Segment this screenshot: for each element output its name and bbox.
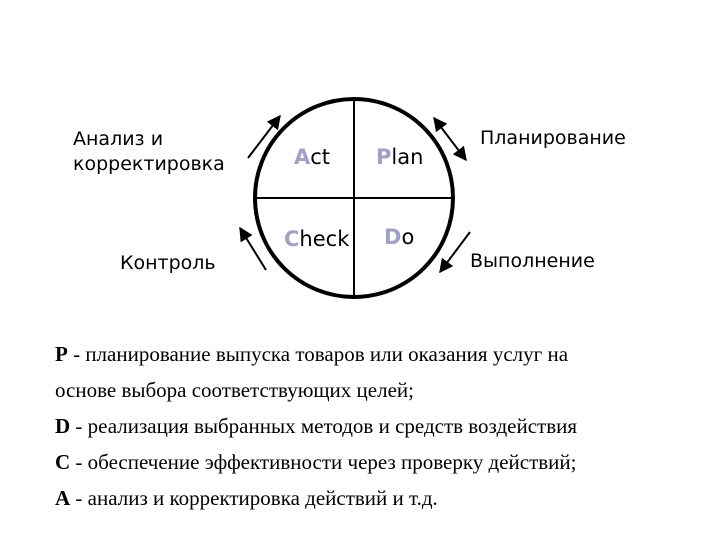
label-planning: Планирование — [480, 127, 626, 149]
legend-line — [55, 336, 577, 372]
quadrant-act — [294, 145, 330, 169]
legend-text: - реализация выбранных методов и средств воздействия — [70, 414, 578, 438]
quadrant-do — [384, 225, 414, 249]
quadrant-plan-letter: P — [376, 145, 392, 169]
label-analysis-line1: Анализ и — [73, 128, 164, 150]
quadrant-check-letter: C — [284, 227, 300, 251]
legend — [55, 336, 577, 516]
legend-text: - планирование выпуска товаров или оказания услуг на — [67, 342, 569, 366]
label-analysis — [73, 127, 225, 177]
quadrant-plan-rest: lan — [391, 145, 424, 169]
legend-text: - обеспечение эффективности через проверку действий; — [70, 450, 577, 474]
quadrant-act-letter: A — [294, 145, 311, 169]
quadrant-do-letter: D — [384, 225, 402, 249]
arrow-planning — [434, 118, 466, 160]
quadrant-check — [284, 227, 349, 251]
legend-text: - анализ и корректировка действий и т.д. — [70, 486, 438, 510]
legend-letter: A — [55, 486, 71, 510]
label-control: Контроль — [120, 252, 216, 274]
legend-line — [55, 408, 577, 444]
quadrant-plan — [376, 145, 423, 169]
legend-line — [55, 480, 577, 516]
legend-letter: D — [55, 414, 71, 438]
label-execution: Выполнение — [470, 250, 595, 272]
legend-line — [55, 372, 577, 408]
label-analysis-line2: корректировка — [73, 153, 225, 175]
legend-letter: C — [55, 450, 71, 474]
quadrant-act-rest: ct — [310, 145, 331, 169]
quadrant-do-rest: o — [401, 225, 415, 249]
legend-text: основе выбора соответствующих целей; — [55, 378, 414, 402]
legend-line — [55, 444, 577, 480]
quadrant-check-rest: heck — [299, 227, 350, 251]
legend-letter: P — [55, 342, 68, 366]
